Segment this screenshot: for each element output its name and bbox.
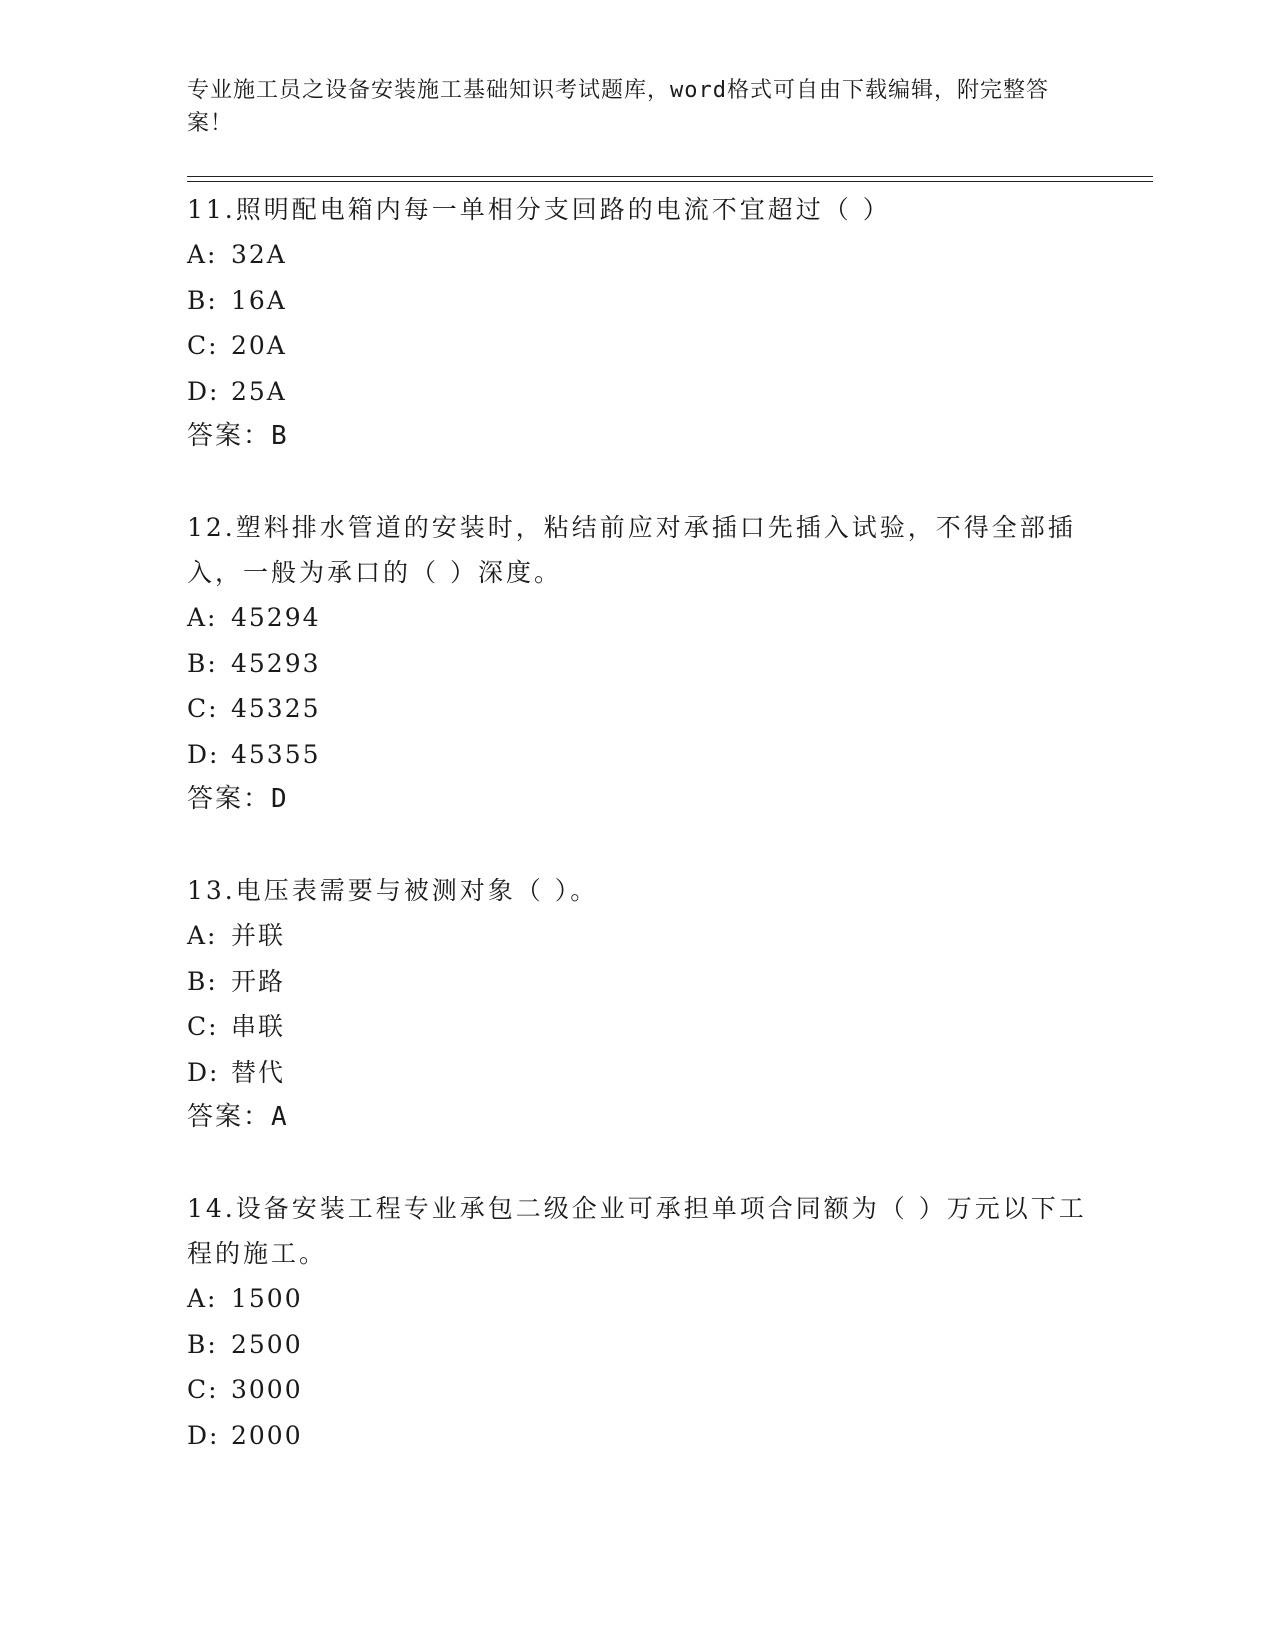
option-value: 并联 [231,921,286,950]
answer: 答案：D [187,784,289,814]
option-label: B: [187,966,218,996]
header-rule-top [187,176,1153,177]
option-value: 45293 [231,648,321,678]
question-13 [187,868,1087,1140]
option-label: A: [187,603,218,632]
question-12 [187,505,1087,822]
option-a [187,232,1087,278]
header-rule-bottom [187,181,1153,182]
option-a [187,595,1087,641]
option-c [187,1367,1087,1413]
question-text: 11.照明配电箱内每一单相分支回路的电流不宜超过（ ） [187,195,891,224]
option-b [187,641,1087,687]
question-14 [187,1186,1087,1458]
option-a [187,913,1087,959]
option-label: B: [187,285,218,315]
option-d [187,732,1087,778]
option-d [187,1413,1087,1459]
answer: 答案：A [187,1102,289,1132]
option-value: 45325 [231,694,321,723]
option-label: C: [187,1375,219,1404]
option-value: 45355 [231,739,321,769]
option-value: 2500 [231,1329,303,1359]
option-b [187,278,1087,324]
option-value: 32A [231,240,287,269]
option-label: A: [187,1284,218,1313]
option-value: 16A [231,285,287,315]
option-value: 替代 [231,1057,286,1087]
option-value: 1500 [231,1284,303,1313]
option-value: 串联 [231,1012,286,1041]
option-value: 3000 [231,1375,303,1404]
question-text: 14.设备安装工程专业承包二级企业可承担单项合同额为（ ）万元以下工程的施工。 [187,1194,1087,1268]
option-b [187,959,1087,1005]
option-label: C: [187,331,219,360]
option-label: B: [187,1329,218,1359]
option-value: 25A [231,376,287,406]
option-c [187,686,1087,732]
option-d [187,369,1087,415]
question-text: 13.电压表需要与被测对象（ ）。 [187,876,599,905]
option-label: D: [187,376,220,406]
option-value: 2000 [231,1420,303,1450]
option-value: 开路 [231,966,286,996]
answer: 答案：B [187,421,289,451]
option-label: D: [187,1420,220,1450]
option-label: A: [187,921,218,950]
option-a [187,1276,1087,1322]
option-value: 45294 [231,603,321,632]
option-c [187,323,1087,369]
option-label: B: [187,648,218,678]
option-label: A: [187,240,218,269]
option-b [187,1322,1087,1368]
question-text: 12.塑料排水管道的安装时，粘结前应对承插口先插入试验，不得全部插入，一般为承口的（ ）深度。 [187,513,1076,587]
question-11 [187,187,1087,459]
option-label: D: [187,739,220,769]
option-value: 20A [231,331,287,360]
document-header: 专业施工员之设备安装施工基础知识考试题库，word格式可自由下载编辑，附完整答案！ [187,78,1049,136]
option-d [187,1050,1087,1096]
option-label: C: [187,694,219,723]
option-label: D: [187,1057,220,1087]
option-label: C: [187,1012,219,1041]
option-c [187,1004,1087,1050]
